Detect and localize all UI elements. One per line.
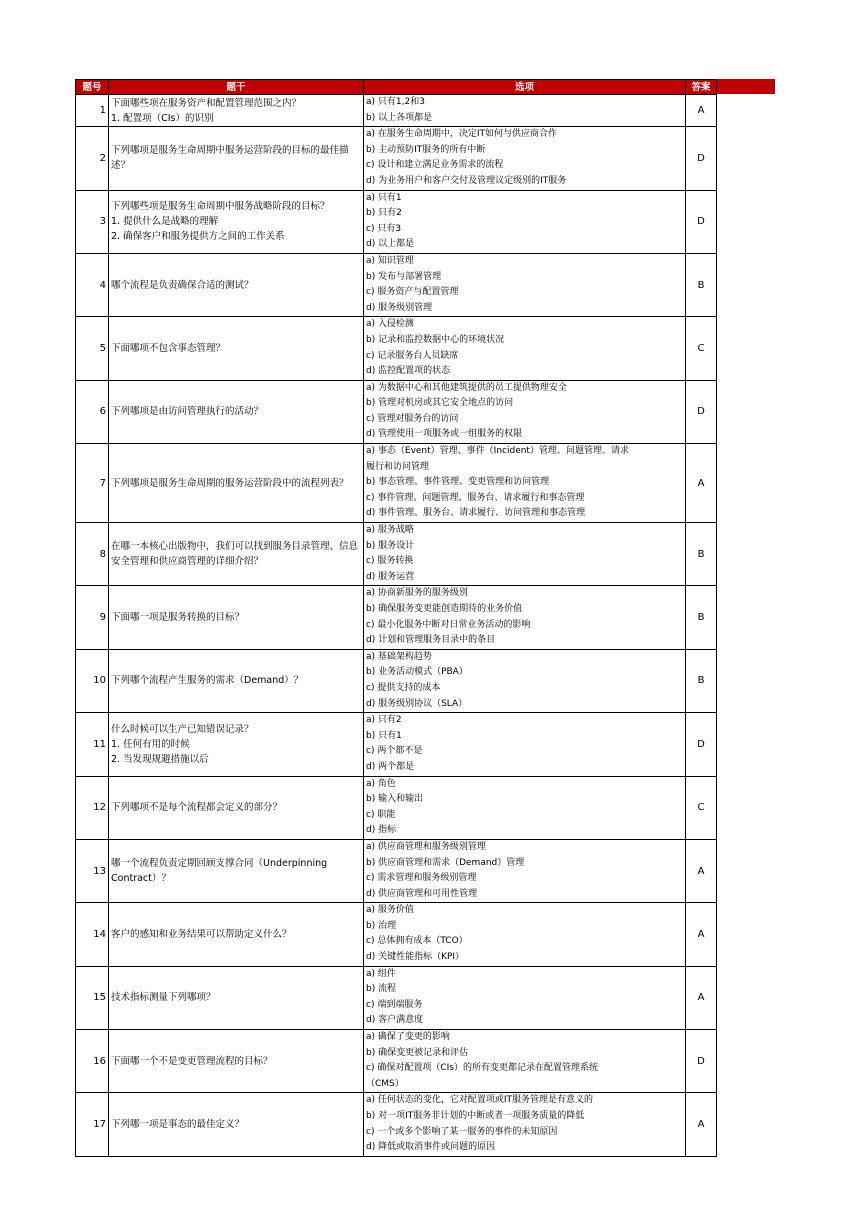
question-number: 3	[76, 190, 109, 253]
question-answer: A	[686, 839, 717, 902]
stem-line: 2. 当发现规避措施以后	[111, 753, 209, 765]
option-line: d) 降低或取消事件或问题的原因	[366, 1142, 496, 1153]
question-answer: B	[686, 649, 717, 712]
question-answer: A	[686, 966, 717, 1029]
question-options	[364, 127, 686, 190]
question-number: 11	[76, 713, 109, 776]
question-stem	[109, 1030, 364, 1093]
stem-line: 哪个流程是负责确保合适的测试？	[111, 279, 254, 291]
stem-line: 下列哪一项是事态的最佳定义？	[111, 1119, 245, 1131]
option-line: d) 服务运营	[366, 571, 415, 582]
question-answer: D	[686, 713, 717, 776]
question-number: 4	[76, 253, 109, 316]
table-row	[76, 839, 717, 902]
question-stem	[109, 523, 364, 586]
question-number: 17	[76, 1093, 109, 1156]
table-row	[76, 317, 717, 380]
question-stem	[109, 317, 364, 380]
table-row	[76, 776, 717, 839]
question-options	[364, 523, 686, 586]
stem-line: 下面哪一个不是变更管理流程的目标？	[111, 1055, 273, 1067]
option-line: a) 只有1	[366, 192, 402, 203]
question-answer: B	[686, 586, 717, 649]
option-line: d) 服务级别管理	[366, 302, 433, 313]
question-answer: D	[686, 190, 717, 253]
table-row	[76, 253, 717, 316]
question-number: 2	[76, 127, 109, 190]
option-line: c) 提供支持的成本	[366, 682, 441, 693]
table-row	[76, 523, 717, 586]
option-line: b) 输入和输出	[366, 794, 424, 805]
question-stem	[109, 253, 364, 316]
question-options	[364, 839, 686, 902]
question-number: 5	[76, 317, 109, 380]
option-line: b) 管理对机房或其它安全地点的访问	[366, 398, 514, 409]
option-line: a) 服务价值	[366, 905, 414, 916]
table-row	[76, 903, 717, 966]
question-number: 16	[76, 1030, 109, 1093]
option-line: b) 治理	[366, 920, 397, 931]
stem-line: 下列哪项是由访问管理执行的活动？	[111, 406, 264, 418]
stem-line: 1. 提供什么是战略的理解	[111, 216, 219, 228]
question-table	[75, 79, 717, 1157]
question-answer: A	[686, 95, 717, 127]
option-line: b) 事态管理、事件管理、变更管理和访问管理	[366, 477, 550, 488]
option-line: a) 确保了变更的影响	[366, 1032, 450, 1043]
question-answer: D	[686, 1030, 717, 1093]
option-line: d) 事件管理、服务台、请求履行、访问管理和事态管理	[366, 508, 586, 519]
option-line: b) 记录和监控数据中心的环境状况	[366, 334, 505, 345]
stem-line: 下列哪项不是每个流程都会定义的部分？	[111, 802, 283, 814]
option-line: b) 服务设计	[366, 540, 415, 551]
question-number: 7	[76, 444, 109, 523]
question-answer: D	[686, 380, 717, 443]
option-line: a) 服务战略	[366, 525, 414, 536]
question-stem	[109, 839, 364, 902]
question-answer: A	[686, 903, 717, 966]
option-line: b) 主动预防IT服务的所有中断	[366, 144, 486, 155]
option-line: a) 角色	[366, 778, 396, 789]
option-line: b) 供应商管理和需求（Demand）管理	[366, 857, 525, 868]
option-line: b) 只有2	[366, 208, 402, 219]
header-stem: 题干	[109, 80, 364, 95]
option-line: d) 计划和管理服务目录中的条目	[366, 635, 496, 646]
option-line: d) 服务级别协议（SLA）	[366, 698, 468, 709]
option-line: b) 确保变更被记录和评估	[366, 1047, 469, 1058]
stem-line: 下列哪项是服务生命周期中服务运营阶段的目标的最佳描述？	[111, 145, 349, 172]
option-line: a) 事态（Event）管理、事件（Incident）管理、问题管理、请求	[366, 446, 629, 457]
question-number: 9	[76, 586, 109, 649]
option-line: d) 关键性能指标（KPI）	[366, 952, 465, 963]
question-number: 8	[76, 523, 109, 586]
option-line: c) 总体拥有成本（TCO）	[366, 936, 468, 947]
question-options	[364, 966, 686, 1029]
option-line: c) 最小化服务中断对日常业务活动的影响	[366, 619, 531, 630]
header-row	[76, 80, 717, 95]
option-line: b) 业务活动模式（PBA）	[366, 667, 468, 678]
question-stem	[109, 966, 364, 1029]
option-line: a) 组件	[366, 968, 396, 979]
option-line: a) 知识管理	[366, 255, 414, 266]
option-line: a) 协商新服务的服务级别	[366, 588, 468, 599]
stem-line: 客户的感知和业务结果可以帮助定义什么？	[111, 928, 292, 940]
option-line: b) 以上各项都是	[366, 112, 433, 123]
table-row	[76, 649, 717, 712]
question-number: 6	[76, 380, 109, 443]
question-stem	[109, 1093, 364, 1156]
option-line: 履行和访问管理	[366, 461, 430, 472]
option-line: c) 管理对服务台的访问	[366, 413, 459, 424]
stem-line: 下面哪项不包含事态管理？	[111, 343, 226, 354]
option-line: d) 管理使用一项服务或一组服务的权限	[366, 429, 523, 440]
header-fill-extension	[716, 79, 775, 94]
option-line: d) 客户满意度	[366, 1015, 424, 1026]
table-row	[76, 966, 717, 1029]
question-stem	[109, 190, 364, 253]
question-answer: A	[686, 1093, 717, 1156]
option-line: c) 记录服务台人员缺席	[366, 350, 459, 361]
question-stem	[109, 95, 364, 127]
question-stem	[109, 903, 364, 966]
stem-line: 下面哪一项是服务转换的目标？	[111, 612, 245, 624]
option-line: c) 服务转换	[366, 556, 414, 567]
option-line: d) 供应商管理和可用性管理	[366, 888, 478, 899]
table-row	[76, 1093, 717, 1156]
header-answer: 答案	[686, 80, 717, 95]
option-line: b) 只有1	[366, 730, 402, 741]
option-line: b) 确保服务变更能创造期待的业务价值	[366, 604, 523, 614]
question-options	[364, 776, 686, 839]
header-num: 题号	[76, 80, 109, 95]
stem-line: 哪一个流程负责定期回顾支撑合同（Underpinning Contract）？	[111, 858, 328, 885]
question-answer: C	[686, 317, 717, 380]
question-answer: D	[686, 127, 717, 190]
option-line: a) 只有2	[366, 715, 402, 726]
question-stem	[109, 713, 364, 776]
question-options	[364, 903, 686, 966]
question-answer: B	[686, 523, 717, 586]
stem-line: 下面哪些项在服务资产和配置管理范围之内？	[111, 97, 302, 109]
option-line: a) 任何状态的变化，它对配置项或IT服务管理是有意义的	[366, 1095, 594, 1106]
option-line: c) 设计和建立满足业务需求的流程	[366, 160, 504, 171]
table-row	[76, 127, 717, 190]
option-line: d) 监控配置项的状态	[366, 366, 451, 377]
question-stem	[109, 444, 364, 523]
question-stem	[109, 380, 364, 443]
option-line: c) 端到端服务	[366, 999, 423, 1010]
option-line: c) 只有3	[366, 223, 402, 234]
option-line: c) 服务资产与配置管理	[366, 287, 459, 298]
option-line: b) 对一项IT服务非计划的中断或者一项服务质量的降低	[366, 1111, 585, 1121]
option-line: a) 供应商管理和服务级别管理	[366, 841, 486, 852]
stem-line: 1. 任何有用的时候	[111, 738, 190, 750]
stem-line: 在哪一本核心出版物中，我们可以找到服务目录管理、信息安全管理和供应商管理的详细介绍？	[111, 541, 359, 568]
question-stem	[109, 776, 364, 839]
option-line: d) 以上都是	[366, 239, 415, 250]
stem-line: 技术指标测量下列哪项？	[111, 992, 216, 1004]
table-row	[76, 713, 717, 776]
option-line: c) 职能	[366, 809, 396, 820]
option-line: c) 确保对配置项（CIs）的所有变更都记录在配置管理系统	[366, 1063, 598, 1074]
question-number: 13	[76, 839, 109, 902]
option-line: c) 两个都不是	[366, 746, 423, 757]
option-line: a) 基础架构趋势	[366, 651, 432, 662]
table-row	[76, 586, 717, 649]
stem-line: 2. 确保客户和服务提供方之间的工作关系	[111, 231, 285, 243]
option-line: a) 在服务生命周期中，决定IT如何与供应商合作	[366, 129, 558, 140]
option-line: c) 需求管理和服务级别管理	[366, 873, 477, 884]
option-line: a) 为数据中心和其他建筑提供的员工提供物理安全	[366, 382, 567, 393]
question-options	[364, 586, 686, 649]
stem-line: 下列哪些项是服务生命周期中服务战略阶段的目标？	[111, 201, 330, 213]
question-options	[364, 190, 686, 253]
question-answer: B	[686, 253, 717, 316]
question-number: 12	[76, 776, 109, 839]
option-line: a) 入侵检测	[366, 319, 414, 330]
option-line: b) 发布与部署管理	[366, 271, 442, 282]
table-row	[76, 190, 717, 253]
option-line: d) 指标	[366, 825, 397, 836]
stem-line: 什么时候可以生产已知错误记录？	[111, 723, 254, 735]
table-row	[76, 95, 717, 127]
stem-line: 下列哪个流程产生服务的需求（Demand）？	[111, 675, 304, 687]
question-options	[364, 713, 686, 776]
question-options	[364, 253, 686, 316]
table-row	[76, 1030, 717, 1093]
question-stem	[109, 649, 364, 712]
option-line: c) 事件管理、问题管理、服务台、请求履行和事态管理	[366, 492, 585, 503]
header-options: 选项	[364, 80, 686, 95]
question-stem	[109, 586, 364, 649]
question-answer: C	[686, 776, 717, 839]
question-options	[364, 1030, 686, 1093]
option-line: d) 为业务用户和客户交付及管理议定级别的IT服务	[366, 175, 567, 186]
question-answer: A	[686, 444, 717, 523]
option-line: b) 流程	[366, 984, 397, 995]
option-line: d) 两个都是	[366, 761, 415, 772]
question-number: 15	[76, 966, 109, 1029]
question-options	[364, 649, 686, 712]
option-line: a) 只有1,2和3	[366, 97, 425, 107]
question-options	[364, 380, 686, 443]
table-row	[76, 380, 717, 443]
option-line: c) 一个或多个影响了某一服务的事件的未知原因	[366, 1126, 558, 1137]
question-number: 14	[76, 903, 109, 966]
question-options	[364, 444, 686, 523]
question-options	[364, 317, 686, 380]
stem-line: 下列哪项是服务生命周期的服务运营阶段中的流程列表？	[111, 477, 349, 489]
question-stem	[109, 127, 364, 190]
question-number: 10	[76, 649, 109, 712]
question-options	[364, 1093, 686, 1156]
question-number: 1	[76, 95, 109, 127]
table-row	[76, 444, 717, 523]
option-line: （CMS）	[366, 1078, 404, 1089]
stem-line: 1. 配置项（CIs）的识别	[111, 112, 214, 124]
question-options	[364, 95, 686, 127]
